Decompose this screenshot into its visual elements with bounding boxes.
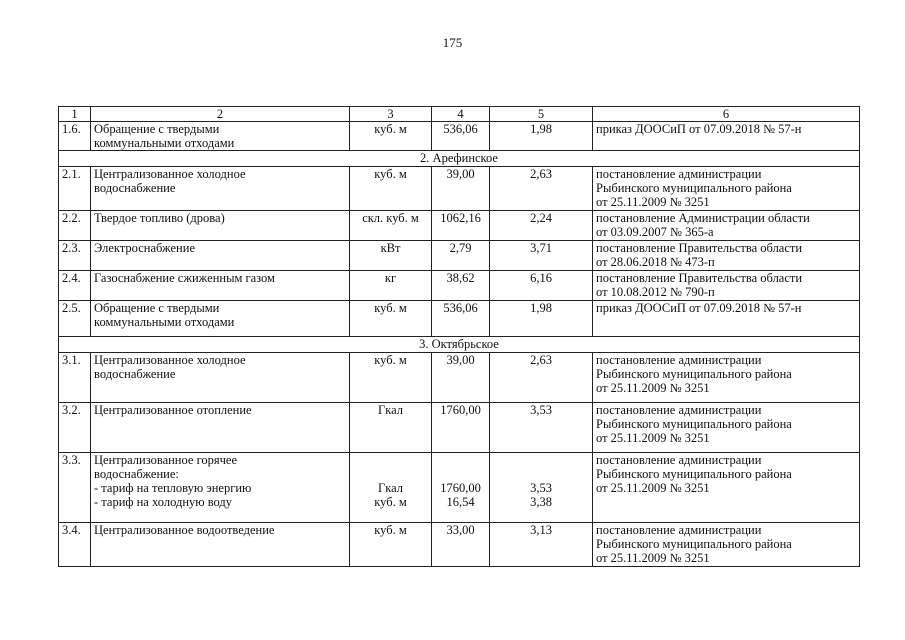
legal-document-cell (593, 403, 860, 453)
consumption-value (435, 467, 486, 481)
row-number: 3.1. (59, 353, 91, 403)
legal-document: Рыбинского муниципального района (596, 467, 792, 481)
legal-document: постановление администрации (596, 523, 762, 537)
unit-of-measure (353, 467, 428, 481)
legal-document: от 10.08.2012 № 790-п (596, 285, 715, 299)
unit-of-measure: кг (384, 271, 397, 285)
growth-index: 3,38 (530, 495, 552, 509)
service-name-cell (91, 211, 350, 241)
row-number: 2.1. (59, 167, 91, 211)
unit-of-measure: куб. м (374, 353, 407, 367)
growth-index-cell (490, 453, 593, 523)
growth-index: 3,71 (530, 241, 552, 255)
service-name-cell (91, 241, 350, 271)
consumption-value: 1760,00 (440, 403, 481, 417)
consumption-value-cell (432, 453, 490, 523)
service-name: Централизованное холодное (94, 353, 246, 367)
service-name: Централизованное горячее (94, 453, 238, 467)
consumption-value-cell (432, 167, 490, 211)
service-name-cell (91, 453, 350, 523)
consumption-value: 39,00 (446, 167, 475, 181)
consumption-value (435, 453, 486, 467)
column-header: 4 (432, 107, 490, 122)
legal-document: от 25.11.2009 № 3251 (596, 195, 710, 209)
row-number: 3.2. (59, 403, 91, 453)
table-row (59, 241, 860, 271)
growth-index: 2,63 (530, 353, 552, 367)
section-header-row (59, 151, 860, 167)
growth-index: 2,63 (530, 167, 552, 181)
growth-index: 3,53 (530, 481, 552, 495)
unit-of-measure: скл. куб. м (362, 211, 419, 225)
legal-document: приказ ДООСиП от 07.09.2018 № 57-н (596, 301, 802, 315)
row-number: 3.4. (59, 523, 91, 567)
section-title: 3. Октябрьское (59, 337, 860, 353)
legal-document-cell (593, 241, 860, 271)
consumption-value-cell (432, 403, 490, 453)
legal-document-cell (593, 301, 860, 337)
unit-of-measure: куб. м (374, 122, 407, 136)
legal-document-cell (593, 453, 860, 523)
unit-of-measure: кВт (380, 241, 401, 255)
legal-document-cell (593, 211, 860, 241)
unit-of-measure: куб. м (374, 301, 407, 315)
consumption-value: 536,06 (443, 301, 478, 315)
consumption-value-cell (432, 523, 490, 567)
growth-index-cell (490, 167, 593, 211)
consumption-value-cell (432, 211, 490, 241)
service-name: Централизованное отопление (94, 403, 252, 417)
growth-index: 6,16 (530, 271, 552, 285)
legal-document: постановление администрации (596, 353, 762, 367)
consumption-value: 1760,00 (440, 481, 481, 495)
consumption-value-cell (432, 353, 490, 403)
legal-document-cell (593, 353, 860, 403)
page-number: 175 (442, 35, 463, 50)
unit-of-measure-cell (350, 271, 432, 301)
row-number: 2.2. (59, 211, 91, 241)
consumption-value: 2,79 (449, 241, 472, 255)
consumption-value-cell (432, 241, 490, 271)
service-name: Централизованное холодное (94, 167, 246, 181)
legal-document: постановление администрации (596, 167, 762, 181)
unit-of-measure-cell (350, 167, 432, 211)
unit-of-measure-cell (350, 403, 432, 453)
consumption-value: 33,00 (446, 523, 475, 537)
section-title: 2. Арефинское (59, 151, 860, 167)
consumption-value: 1062,16 (440, 211, 481, 225)
legal-document: постановление администрации (596, 453, 762, 467)
table-row (59, 403, 860, 453)
table-row (59, 271, 860, 301)
legal-document: от 25.11.2009 № 3251 (596, 431, 710, 445)
consumption-value: 536,06 (443, 122, 478, 136)
unit-of-measure: Гкал (377, 481, 403, 495)
column-header: 6 (593, 107, 860, 122)
legal-document: Рыбинского муниципального района (596, 417, 792, 431)
legal-document: постановление Правительства области (596, 241, 803, 255)
service-name-cell (91, 403, 350, 453)
growth-index-cell (490, 353, 593, 403)
legal-document: от 25.11.2009 № 3251 (596, 381, 710, 395)
service-name: водоснабжение: (94, 467, 179, 481)
service-name: - тариф на тепловую энергию (94, 481, 252, 495)
service-name-cell (91, 271, 350, 301)
service-name-cell (91, 523, 350, 567)
row-number: 2.3. (59, 241, 91, 271)
unit-of-measure-cell (350, 523, 432, 567)
row-number: 3.3. (59, 453, 91, 523)
table-row (59, 453, 860, 523)
consumption-value: 38,62 (446, 271, 475, 285)
column-header: 5 (490, 107, 593, 122)
service-name-cell (91, 353, 350, 403)
service-name: Твердое топливо (дрова) (94, 211, 225, 225)
column-number-header (59, 107, 860, 122)
service-name: Электроснабжение (94, 241, 195, 255)
growth-index: 3,53 (530, 403, 552, 417)
row-number: 1.6. (59, 122, 91, 151)
growth-index (493, 467, 589, 481)
growth-index-cell (490, 241, 593, 271)
legal-document: Рыбинского муниципального района (596, 367, 792, 381)
legal-document: постановление Правительства области (596, 271, 803, 285)
service-name: водоснабжение (94, 367, 176, 381)
growth-index-cell (490, 211, 593, 241)
growth-index-cell (490, 271, 593, 301)
service-name-cell (91, 167, 350, 211)
consumption-value-cell (432, 271, 490, 301)
growth-index: 1,98 (530, 122, 552, 136)
unit-of-measure-cell (350, 241, 432, 271)
table-row (59, 211, 860, 241)
unit-of-measure-cell (350, 211, 432, 241)
unit-of-measure: куб. м (374, 523, 407, 537)
unit-of-measure: куб. м (374, 495, 407, 509)
service-name: коммунальными отходами (94, 315, 235, 329)
consumption-value-cell (432, 122, 490, 151)
unit-of-measure-cell (350, 453, 432, 523)
consumption-value-cell (432, 301, 490, 337)
legal-document-cell (593, 122, 860, 151)
table-row (59, 353, 860, 403)
legal-document: постановление Администрации области (596, 211, 810, 225)
growth-index-cell (490, 403, 593, 453)
section-header-row (59, 337, 860, 353)
legal-document: от 03.09.2007 № 365-а (596, 225, 714, 239)
row-number: 2.5. (59, 301, 91, 337)
legal-document-cell (593, 523, 860, 567)
service-name-cell (91, 301, 350, 337)
growth-index-cell (490, 301, 593, 337)
table-row (59, 301, 860, 337)
growth-index: 3,13 (530, 523, 552, 537)
legal-document-cell (593, 167, 860, 211)
legal-document-cell (593, 271, 860, 301)
service-name: Газоснабжение сжиженным газом (94, 271, 275, 285)
legal-document: приказ ДООСиП от 07.09.2018 № 57-н (596, 122, 802, 136)
service-name: - тариф на холодную воду (94, 495, 233, 509)
unit-of-measure: Гкал (377, 403, 403, 417)
row-number: 2.4. (59, 271, 91, 301)
unit-of-measure: куб. м (374, 167, 407, 181)
column-header: 3 (350, 107, 432, 122)
legal-document: от 25.11.2009 № 3251 (596, 481, 710, 495)
growth-index-cell (490, 523, 593, 567)
growth-index-cell (490, 122, 593, 151)
growth-index: 1,98 (530, 301, 552, 315)
service-name: Обращение с твердыми (94, 301, 220, 315)
consumption-value: 39,00 (446, 353, 475, 367)
table-row (59, 523, 860, 567)
service-name: Обращение с твердыми (94, 122, 220, 136)
tariff-table (58, 106, 860, 567)
unit-of-measure-cell (350, 122, 432, 151)
service-name: коммунальными отходами (94, 136, 235, 150)
unit-of-measure (353, 453, 428, 467)
legal-document: от 25.11.2009 № 3251 (596, 551, 710, 565)
legal-document: от 28.06.2018 № 473-п (596, 255, 715, 269)
growth-index (493, 453, 589, 467)
legal-document: постановление администрации (596, 403, 762, 417)
column-header: 1 (59, 107, 91, 122)
table-row (59, 122, 860, 151)
service-name: Централизованное водоотведение (94, 523, 275, 537)
growth-index: 2,24 (530, 211, 552, 225)
table-row (59, 167, 860, 211)
service-name: водоснабжение (94, 181, 176, 195)
unit-of-measure-cell (350, 301, 432, 337)
consumption-value: 16,54 (446, 495, 475, 509)
column-header: 2 (91, 107, 350, 122)
legal-document: Рыбинского муниципального района (596, 181, 792, 195)
legal-document: Рыбинского муниципального района (596, 537, 792, 551)
service-name-cell (91, 122, 350, 151)
unit-of-measure-cell (350, 353, 432, 403)
